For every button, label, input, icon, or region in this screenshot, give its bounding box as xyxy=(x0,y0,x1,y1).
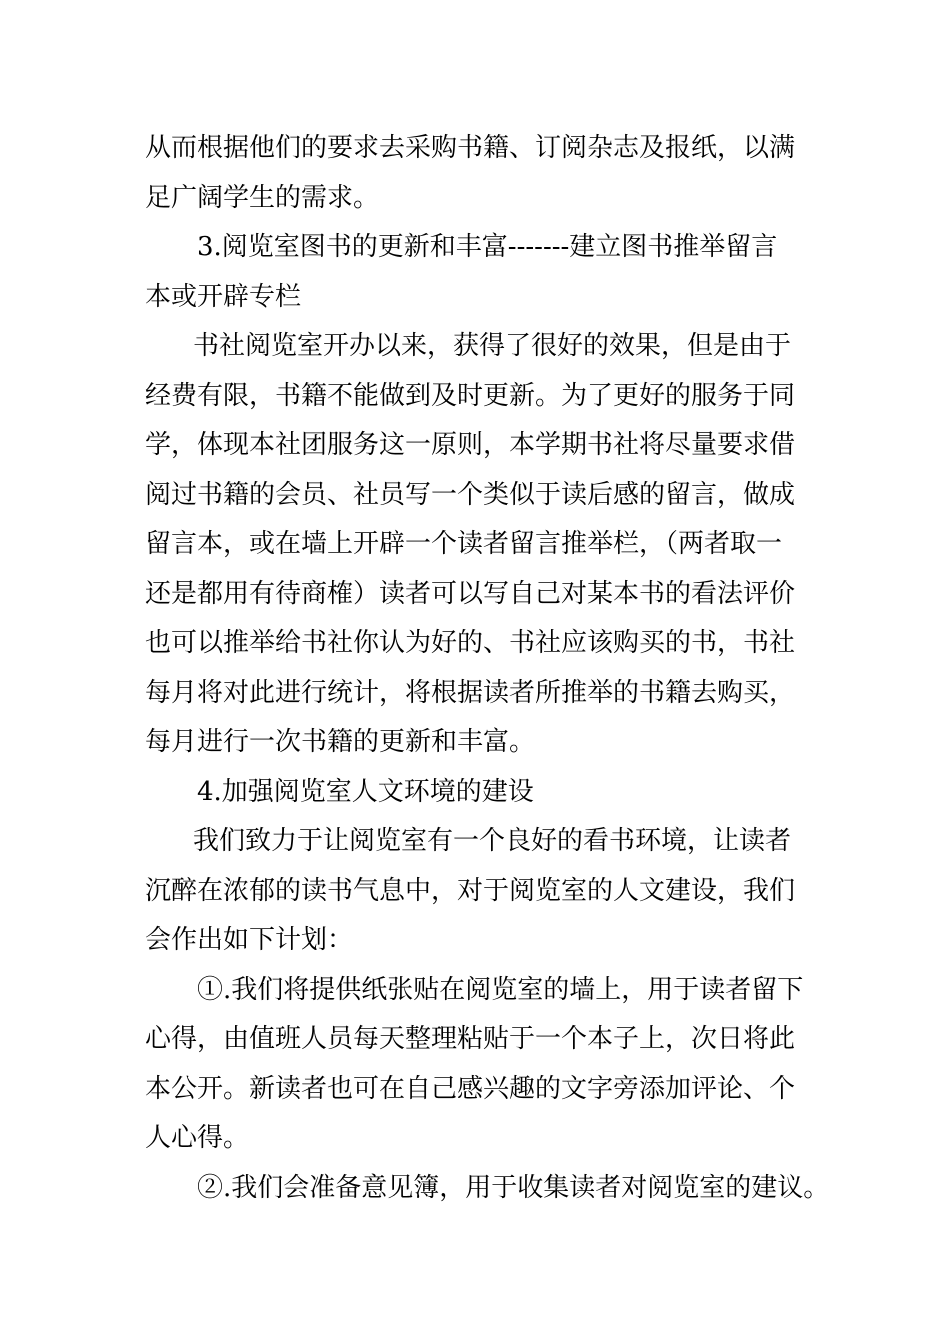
text-line: 每月进行一次书籍的更新和丰富。 xyxy=(145,727,536,757)
text-line: 留言本，或在墙上开辟一个读者留言推举栏，（两者取一 xyxy=(145,529,783,559)
text-line: 阅过书籍的会员、社员写一个类似于读后感的留言，做成 xyxy=(145,479,796,510)
text-line: 书社阅览室开办以来，获得了很好的效果，但是由于 xyxy=(193,331,792,361)
text-line: ②.我们会准备意见簿，用于收集读者对阅览室的建议。 xyxy=(197,1172,830,1203)
text-line: 也可以推举给书社你认为好的、书社应该购买的书，书社 xyxy=(145,628,796,658)
text-line: 本或开辟专栏 xyxy=(145,281,302,312)
text-line: 每月将对此进行统计，将根据读者所推举的书籍去购买， xyxy=(145,677,796,708)
text-line: 学，体现本社团服务这一原则，本学期书社将尽量要求借 xyxy=(145,430,796,460)
text-line: 人心得。 xyxy=(145,1123,250,1153)
text-line: 沉醉在浓郁的读书气息中，对于阅览室的人文建设，我们 xyxy=(145,875,796,906)
text-line: 本公开。新读者也可在自己感兴趣的文字旁添加评论、个 xyxy=(145,1073,796,1104)
text-line: 3.阅览室图书的更新和丰富-------建立图书推举留言 xyxy=(197,232,778,262)
text-line: 从而根据他们的要求去采购书籍、订阅杂志及报纸，以满 xyxy=(145,133,796,163)
document-body xyxy=(145,124,835,1213)
text-line: 会作出如下计划： xyxy=(145,925,354,955)
text-line: 足广阔学生的需求。 xyxy=(145,182,380,213)
text-line: ①.我们将提供纸张贴在阅览室的墙上，用于读者留下 xyxy=(197,974,804,1005)
text-line: 4.加强阅览室人文环境的建设 xyxy=(197,776,534,807)
text-line: 还是都用有待商榷）读者可以写自己对某本书的看法评价 xyxy=(145,578,796,609)
text-line: 我们致力于让阅览室有一个良好的看书环境，让读者 xyxy=(193,826,792,856)
text-line: 心得，由值班人员每天整理粘贴于一个本子上，次日将此 xyxy=(145,1024,796,1054)
text-line: 经费有限，书籍不能做到及时更新。为了更好的服务于同 xyxy=(145,380,796,411)
